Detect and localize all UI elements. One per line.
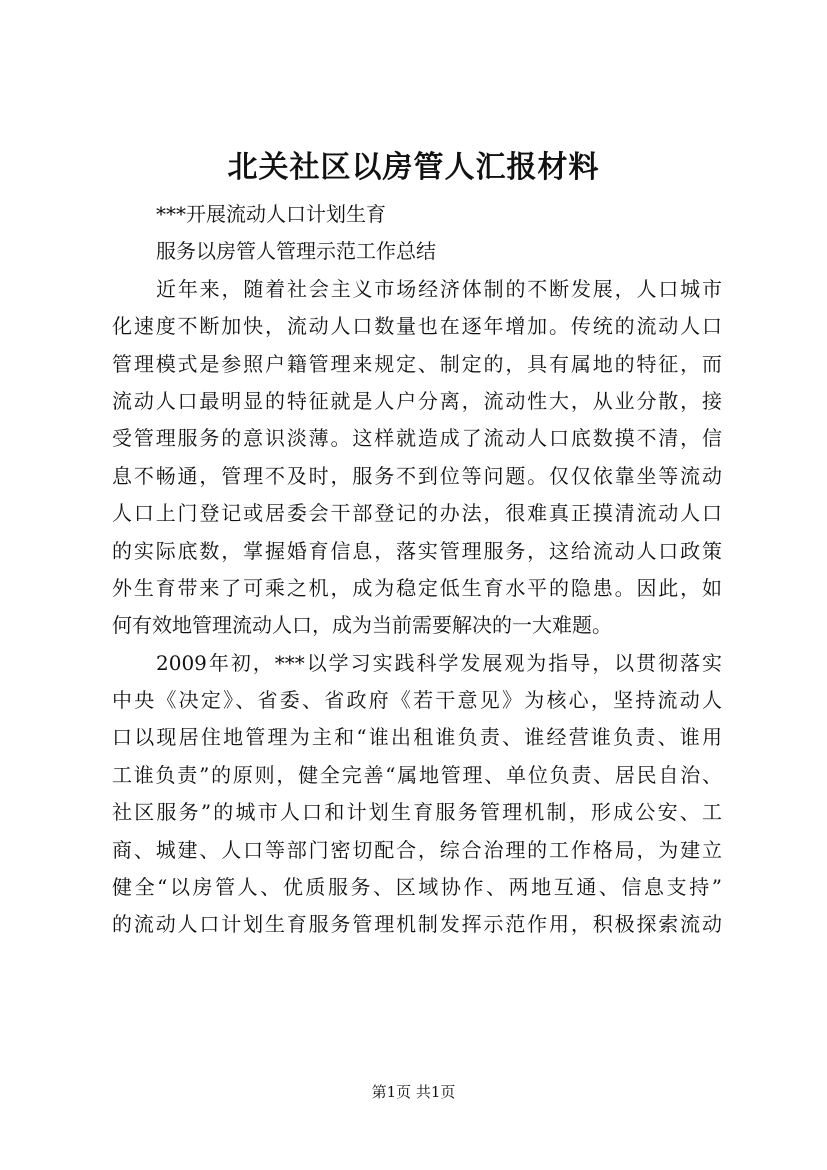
subtitle-line: ***开展流动人口计划生育 xyxy=(156,202,386,226)
paragraph-line: 口以现居住地管理为主和“谁出租谁负责、谁经营谁负责、谁用 xyxy=(112,725,722,750)
paragraph-line: 工谁负责”的原则，健全完善“属地管理、单位负责、居民自治、 xyxy=(112,762,722,787)
paragraph-line: 流动人口最明显的特征就是人户分离，流动性大，从业分散，接 xyxy=(112,388,722,413)
paragraph-line: 受管理服务的意识淡薄。这样就造成了流动人口底数摸不清，信 xyxy=(112,426,722,451)
paragraph-line: 健全“以房管人、优质服务、区域协作、两地互通、信息支持” xyxy=(112,875,722,900)
document-title: 北关社区以房管人汇报材料 xyxy=(227,150,600,185)
document-body xyxy=(112,196,722,944)
paragraph-line: 人口上门登记或居委会干部登记的办法，很难真正摸清流动人口 xyxy=(112,501,722,526)
paragraph-line: 息不畅通，管理不及时，服务不到位等问题。仅仅依靠坐等流动 xyxy=(112,463,722,488)
paragraph-line: 的实际底数，掌握婚育信息，落实管理服务，这给流动人口政策 xyxy=(112,538,722,563)
paragraph-line: 外生育带来了可乘之机，成为稳定低生育水平的隐患。因此，如 xyxy=(112,575,722,600)
paragraph-line: 何有效地管理流动人口，成为当前需要解决的一大难题。 xyxy=(112,613,612,638)
paragraph-2 xyxy=(112,645,722,944)
subtitle-line: 服务以房管人管理示范工作总结 xyxy=(156,239,436,264)
paragraph-line: 2009年初，***以学习实践科学发展观为指导，以贯彻落实 xyxy=(156,650,722,675)
paragraph-line: 的流动人口计划生育服务管理机制发挥示范作用，积极探索流动 xyxy=(112,912,722,937)
paragraph-line: 管理模式是参照户籍管理来规定、制定的，具有属地的特征，而 xyxy=(112,351,722,376)
paragraph-line: 中央《决定》、省委、省政府《若干意见》为核心，坚持流动人 xyxy=(112,688,722,713)
paragraph-line: 商、城建、人口等部门密切配合，综合治理的工作格局，为建立 xyxy=(112,837,722,862)
page-footer: 第1页 共1页 xyxy=(371,1083,456,1101)
paragraph-line: 近年来，随着社会主义市场经济体制的不断发展，人口城市 xyxy=(156,276,722,301)
paragraph-1 xyxy=(112,271,722,645)
paragraph-line: 化速度不断加快，流动人口数量也在逐年增加。传统的流动人口 xyxy=(112,314,722,339)
paragraph-line: 社区服务”的城市人口和计划生育服务管理机制，形成公安、工 xyxy=(112,800,722,825)
